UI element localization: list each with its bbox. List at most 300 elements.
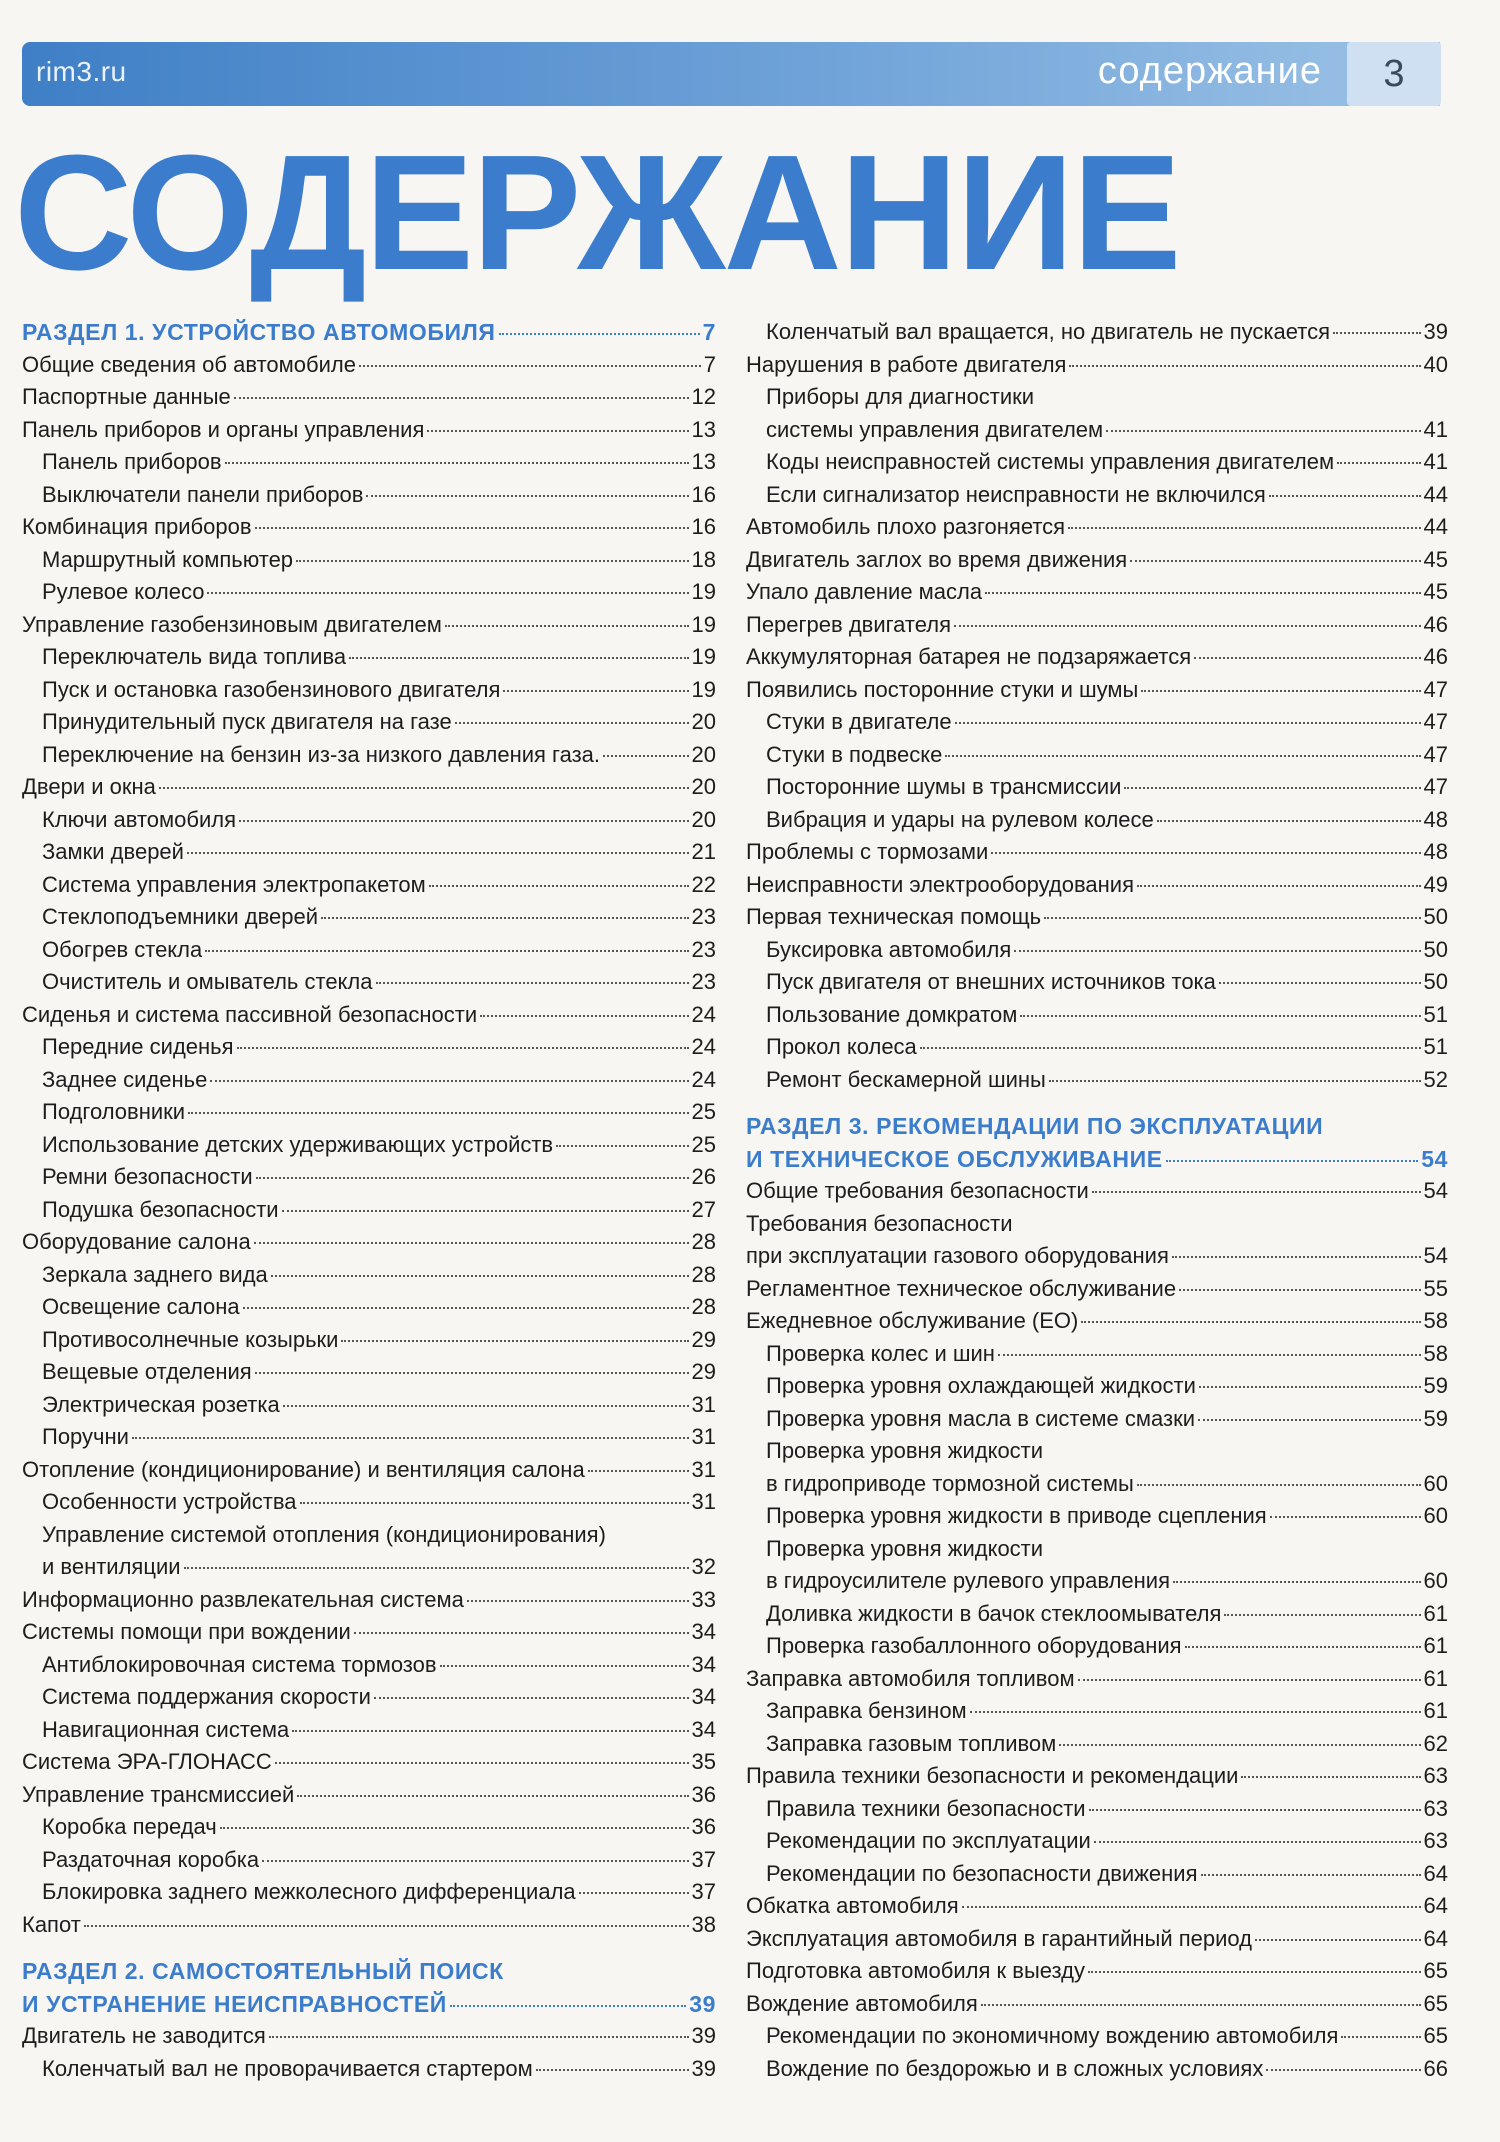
toc-page-number: 61 [1423,1633,1448,1658]
toc-entry[interactable] [22,446,716,479]
dot-leader [1124,787,1420,789]
toc-entry-title: Использование детских удерживающих устройств [42,1131,554,1157]
dot-leader [84,1925,689,1927]
toc-page-number: 24 [691,1034,716,1059]
toc-page-number: 19 [691,644,716,669]
toc-entry[interactable] [22,576,716,609]
toc-page-number: 58 [1423,1340,1448,1366]
toc-entry[interactable] [746,706,1448,739]
toc-entry-title: Противосолнечные козырьки [42,1326,339,1352]
toc-page-number: 7 [702,319,716,345]
toc-entry[interactable] [746,1890,1448,1923]
toc-entry[interactable] [746,1305,1448,1338]
toc-entry[interactable] [22,1584,716,1617]
toc-page-number: 36 [691,1814,716,1839]
toc-entry[interactable] [746,1175,1448,1208]
toc-entry[interactable] [746,966,1448,999]
dot-leader [588,1470,689,1472]
toc-entry[interactable] [22,771,716,804]
toc-entry[interactable] [746,1273,1448,1306]
toc-entry[interactable] [746,381,1448,414]
dot-leader [1185,1646,1421,1648]
toc-entry[interactable] [22,869,716,902]
dot-leader [296,560,688,562]
toc-page-number: 16 [691,481,716,507]
toc-entry[interactable] [746,771,1448,804]
toc-entry[interactable] [746,414,1448,447]
toc-entry-title: Пользование домкратом [766,1001,1018,1027]
dot-leader [1089,1809,1421,1811]
toc-page-number: 65 [1423,1958,1448,1983]
toc-page-number: 47 [1423,709,1448,734]
toc-entry[interactable] [22,1616,716,1649]
dot-leader [1137,1484,1421,1486]
dot-leader [1173,1581,1421,1583]
toc-entry[interactable] [22,804,716,837]
toc-entry-title: Коленчатый вал вращается, но двигатель не пускается [766,319,1330,344]
toc-page-number: 28 [691,1294,716,1319]
toc-page-number: 24 [691,1001,716,1027]
toc-entry-title: Обкатка автомобиля [746,1893,959,1918]
toc-entry-title: Упало давление масла [746,579,983,604]
toc-page-number: 45 [1423,546,1448,572]
toc-entry-title: Раздаточная коробка [42,1846,260,1872]
toc-entry[interactable] [22,1356,716,1389]
toc-page-number: 20 [691,806,716,832]
toc-page-number: 58 [1423,1308,1448,1333]
toc-page-number: 34 [691,1684,716,1709]
toc-entry[interactable] [22,1129,716,1162]
dot-leader [374,1697,689,1699]
toc-entry-title: Поручни [42,1424,129,1449]
dot-leader [341,1340,688,1342]
toc-entry[interactable] [746,1500,1448,1533]
toc-entry-title: Если сигнализатор неисправности не включился [766,481,1266,507]
toc-entry-title: Нарушения в работе двигателя [746,351,1067,377]
toc-entry-title: Прокол колеса [766,1034,917,1059]
toc-entry[interactable] [746,479,1448,512]
dot-leader [210,1080,688,1082]
toc-entry[interactable] [746,1955,1448,1988]
toc-section-heading[interactable] [746,1143,1448,1176]
toc-entry[interactable] [746,1728,1448,1761]
toc-section-heading[interactable] [22,1988,716,2021]
toc-entry[interactable] [22,1096,716,1129]
dot-leader [275,1762,689,1764]
dot-leader [300,1502,689,1504]
toc-section-heading[interactable] [22,1955,716,1988]
toc-entry[interactable] [22,349,716,382]
dot-leader [1201,1874,1421,1876]
toc-entry[interactable] [746,1403,1448,1436]
toc-entry[interactable] [22,1909,716,1942]
toc-entry-title: Проверка газобаллонного оборудования [766,1633,1182,1658]
toc-entry[interactable] [22,1681,716,1714]
toc-page-number: 20 [691,709,716,734]
toc-entry-title: Электрическая розетка [42,1391,280,1417]
toc-entry-title: Подушка безопасности [42,1196,279,1222]
toc-entry[interactable] [746,1370,1448,1403]
toc-entry-title: Переключение на бензин из-за низкого давления газа. [42,741,601,767]
toc-entry[interactable] [746,1338,1448,1371]
dot-leader [349,657,688,659]
toc-entry[interactable] [746,641,1448,674]
toc-entry[interactable] [746,544,1448,577]
dot-leader [1219,982,1421,984]
toc-entry-title: Проверка уровня жидкости [766,1438,1044,1463]
toc-entry[interactable] [746,1468,1448,1501]
toc-entry-title: Рекомендации по безопасности движения [766,1860,1198,1886]
dot-leader [1088,1971,1421,1973]
toc-entry-title: Ключи автомобиля [42,806,237,832]
toc-entry[interactable] [746,2053,1448,2086]
dot-leader [579,1892,689,1894]
toc-entry-title: Неисправности электрооборудования [746,871,1135,897]
toc-entry[interactable] [746,1240,1448,1273]
toc-entry[interactable] [22,934,716,967]
toc-entry[interactable] [22,706,716,739]
toc-page-number: 20 [691,774,716,799]
toc-page-number: 20 [691,741,716,767]
toc-entry[interactable] [746,999,1448,1032]
toc-entry[interactable] [746,1923,1448,1956]
dot-leader [243,1307,689,1309]
dot-leader [499,333,700,335]
toc-entry-title: Автомобиль плохо разгоняется [746,514,1066,539]
toc-page-number: 65 [1423,1990,1448,2016]
dot-leader [954,625,1421,627]
toc-entry-title: Принудительный пуск двигателя на газе [42,709,452,734]
toc-entry[interactable] [22,609,716,642]
toc-entry[interactable] [22,1844,716,1877]
dot-leader [1194,657,1420,659]
toc-page-number: 28 [691,1261,716,1287]
toc-page-number: 64 [1423,1925,1448,1951]
toc-entry[interactable] [22,1064,716,1097]
site-name: rim3.ru [36,56,127,87]
toc-entry[interactable] [746,674,1448,707]
toc-entry[interactable] [22,1486,716,1519]
toc-entry-title: Коленчатый вал не проворачивается стартером [42,2055,533,2081]
toc-entry[interactable] [746,1598,1448,1631]
toc-entry[interactable] [746,1435,1448,1468]
toc-page-number: 54 [1423,1178,1448,1203]
toc-entry[interactable] [22,1324,716,1357]
dot-leader [132,1437,689,1439]
dot-leader [1255,1939,1421,1941]
dot-leader [282,1210,689,1212]
toc-page-number: 34 [691,1619,716,1644]
toc-page-number: 23 [691,969,716,994]
dot-leader [962,1906,1421,1908]
toc-page-number: 29 [691,1326,716,1352]
toc-entry-title: и вентиляции [42,1554,181,1579]
toc-entry[interactable] [746,1793,1448,1826]
toc-entry-title: Паспортные данные [22,384,231,409]
dot-leader [1020,1015,1420,1017]
toc-page-number: 51 [1423,1034,1448,1059]
toc-entry[interactable] [22,1226,716,1259]
toc-page-number: 50 [1423,904,1448,929]
toc-page-number: 23 [691,936,716,962]
toc-entry-title: Заправка газовым топливом [766,1730,1057,1756]
toc-entry[interactable] [22,1194,716,1227]
dot-leader [1141,690,1420,692]
toc-page-number: 39 [689,1990,716,2017]
toc-entry[interactable] [746,1630,1448,1663]
toc-entry[interactable] [22,1746,716,1779]
dot-leader [1130,560,1420,562]
toc-entry[interactable] [22,414,716,447]
toc-page-number: 13 [691,416,716,442]
toc-entry-title: Регламентное техническое обслуживание [746,1275,1177,1301]
toc-section-heading[interactable] [22,316,716,349]
toc-section-heading[interactable] [746,1110,1448,1143]
toc-page-number: 21 [691,839,716,864]
toc-page-number: 16 [691,514,716,539]
dot-leader [205,950,688,952]
toc-entry[interactable] [746,2020,1448,2053]
toc-entry[interactable] [746,511,1448,544]
toc-page-number: 61 [1423,1698,1448,1723]
toc-entry-title: Проверка колес и шин [766,1340,995,1366]
toc-entry-title: Капот [22,1911,81,1937]
toc-page-number: 60 [1423,1503,1448,1528]
toc-entry-title: Переключатель вида топлива [42,644,347,669]
toc-entry-title: Передние сиденья [42,1034,234,1059]
toc-entry-title: Коробка передач [42,1814,217,1839]
toc-page-number: 31 [691,1424,716,1449]
toc-entry-title: Стуки в двигателе [766,709,952,734]
toc-entry[interactable] [746,1988,1448,2021]
toc-entry[interactable] [22,1291,716,1324]
dot-leader [427,430,688,432]
toc-entry[interactable] [22,836,716,869]
toc-entry-title: Ежедневное обслуживание (ЕО) [746,1308,1079,1333]
toc-entry-title: Перегрев двигателя [746,611,952,637]
dot-leader [262,1860,688,1862]
dot-leader [366,495,688,497]
dot-leader [239,820,688,822]
toc-entry[interactable] [22,1779,716,1812]
dot-leader [945,755,1420,757]
dot-leader [603,755,689,757]
toc-entry[interactable] [746,1208,1448,1241]
toc-page-number: 25 [691,1131,716,1157]
dot-leader [480,1015,688,1017]
page-number: 3 [1347,42,1441,106]
toc-entry-title: Двигатель не заводится [22,2023,266,2048]
toc-left-column [22,316,716,2085]
toc-entry[interactable] [22,1519,716,1552]
toc-entry-title: Заправка автомобиля топливом [746,1665,1075,1691]
toc-entry[interactable] [746,804,1448,837]
toc-entry-title: Появились посторонние стуки и шумы [746,676,1139,702]
toc-entry[interactable] [22,2053,716,2086]
toc-page-number: 31 [691,1391,716,1417]
toc-entry[interactable] [22,544,716,577]
toc-entry[interactable] [22,1811,716,1844]
toc-entry-title: Освещение салона [42,1294,240,1319]
toc-page-number: 54 [1423,1243,1448,1268]
dot-leader [1337,462,1420,464]
toc-entry-title: Замки дверей [42,839,184,864]
dot-leader [536,2069,689,2071]
toc-entry[interactable] [22,2020,716,2053]
toc-page-number: 34 [691,1716,716,1742]
toc-page-number: 52 [1423,1066,1448,1092]
toc-page-number: 46 [1423,611,1448,637]
toc-entry-title: системы управления двигателем [766,416,1104,442]
toc-entry[interactable] [22,739,716,772]
toc-page-number: 50 [1423,936,1448,962]
toc-entry-title: Система управления электропакетом [42,871,426,897]
toc-page-number: 18 [691,546,716,572]
toc-entry[interactable] [746,869,1448,902]
dot-leader [981,2004,1421,2006]
dot-leader [297,1795,688,1797]
toc-entry-title: Эксплуатация автомобиля в гарантийный период [746,1925,1253,1951]
dot-leader [254,1242,689,1244]
toc-entry-title: Зеркала заднего вида [42,1261,268,1287]
toc-page-number: 66 [1423,2055,1448,2081]
toc-page-number: 60 [1423,1470,1448,1496]
dot-leader [1157,820,1421,822]
page-title: СОДЕРЖАНИЕ [14,121,1180,304]
dot-leader [1333,332,1421,334]
toc-entry-title: Отопление (кондиционирование) и вентиляция салона [22,1456,585,1482]
toc-entry[interactable] [746,1663,1448,1696]
toc-entry-title: Панель приборов и органы управления [22,416,425,442]
toc-entry[interactable] [746,1064,1448,1097]
toc-page-number: 46 [1423,644,1448,669]
toc-entry[interactable] [22,1259,716,1292]
dot-leader [354,1632,689,1634]
toc-entry[interactable] [746,446,1448,479]
toc-page-number: 55 [1423,1275,1448,1301]
toc-entry[interactable] [22,1421,716,1454]
header-section-name: содержание [1097,50,1322,92]
toc-entry-title: Антиблокировочная система тормозов [42,1651,437,1677]
toc-entry[interactable] [746,934,1448,967]
dot-leader [1049,1080,1421,1082]
toc-entry-title: И УСТРАНЕНИЕ НЕИСПРАВНОСТЕЙ [22,1990,447,2017]
dot-leader [187,852,689,854]
toc-entry[interactable] [22,479,716,512]
toc-entry[interactable] [22,1551,716,1584]
toc-page-number: 7 [703,351,716,377]
toc-page-number: 27 [691,1196,716,1222]
toc-entry[interactable] [746,836,1448,869]
toc-page-number: 47 [1423,741,1448,767]
toc-entry[interactable] [22,1389,716,1422]
toc-page-number: 23 [691,904,716,929]
dot-leader [991,852,1420,854]
dot-leader [269,2036,689,2038]
toc-page-number: 37 [691,1846,716,1872]
toc-page-number: 48 [1423,806,1448,832]
toc-entry[interactable] [22,1161,716,1194]
toc-entry-title: Подголовники [42,1099,186,1124]
dot-leader [321,917,689,919]
dot-leader [1270,1516,1421,1518]
toc-entry[interactable] [746,1760,1448,1793]
toc-entry[interactable] [22,1454,716,1487]
toc-entry-title: Системы помощи при вождении [22,1619,351,1644]
toc-entry[interactable] [746,349,1448,382]
toc-page-number: 19 [691,676,716,702]
toc-entry[interactable] [22,1649,716,1682]
dot-leader [184,1567,689,1569]
toc-entry-title: Проверка уровня охлаждающей жидкости [766,1373,1196,1398]
toc-entry-title: Система поддержания скорости [42,1684,371,1709]
toc-entry[interactable] [746,1825,1448,1858]
toc-entry[interactable] [746,739,1448,772]
toc-page-number: 48 [1423,839,1448,864]
toc-entry[interactable] [22,674,716,707]
dot-leader [998,1354,1421,1356]
toc-page-number: 35 [691,1749,716,1774]
toc-page-number: 39 [691,2023,716,2048]
toc-entry[interactable] [746,609,1448,642]
toc-entry[interactable] [746,1031,1448,1064]
dot-leader [207,592,688,594]
toc-entry-title: Заднее сиденье [42,1066,208,1092]
toc-page-number: 38 [691,1911,716,1937]
toc-entry-title: Коды неисправностей системы управления двигателем [766,449,1335,474]
dot-leader [1269,495,1421,497]
dot-leader [1341,2036,1420,2038]
toc-page-number: 31 [691,1456,716,1482]
toc-entry-title: Навигационная система [42,1716,290,1742]
toc-entry[interactable] [22,641,716,674]
toc-entry-title: Выключатели панели приборов [42,481,364,507]
toc-entry[interactable] [746,1565,1448,1598]
toc-entry-title: Приборы для диагностики [766,384,1035,409]
toc-entry[interactable] [746,316,1448,349]
dot-leader [1094,1841,1421,1843]
toc-entry[interactable] [22,1714,716,1747]
toc-entry[interactable] [746,576,1448,609]
toc-entry[interactable] [746,901,1448,934]
toc-entry[interactable] [22,966,716,999]
toc-entry-title: Правила техники безопасности и рекомендации [746,1763,1239,1788]
toc-entry[interactable] [746,1695,1448,1728]
toc-page-number: 12 [691,384,716,409]
dot-leader [1179,1289,1420,1291]
dot-leader [1106,430,1420,432]
toc-entry[interactable] [22,381,716,414]
toc-entry[interactable] [746,1533,1448,1566]
toc-page-number: 19 [691,611,716,637]
toc-entry-title: Буксировка автомобиля [766,936,1012,962]
toc-entry-title: Оборудование салона [22,1229,251,1254]
dot-leader [455,722,689,724]
toc-page-number: 47 [1423,676,1448,702]
toc-entry[interactable] [22,511,716,544]
toc-entry[interactable] [22,1031,716,1064]
toc-page-number: 59 [1423,1373,1448,1398]
toc-entry-title: Рекомендации по эксплуатации [766,1828,1091,1853]
toc-entry-title: Обогрев стекла [42,936,203,962]
toc-entry[interactable] [22,1876,716,1909]
toc-entry[interactable] [746,1858,1448,1891]
toc-entry[interactable] [22,999,716,1032]
toc-page-number: 39 [691,2055,716,2081]
toc-entry[interactable] [22,901,716,934]
toc-entry-title: Сиденья и система пассивной безопасности [22,1001,478,1027]
dot-leader [1092,1191,1421,1193]
